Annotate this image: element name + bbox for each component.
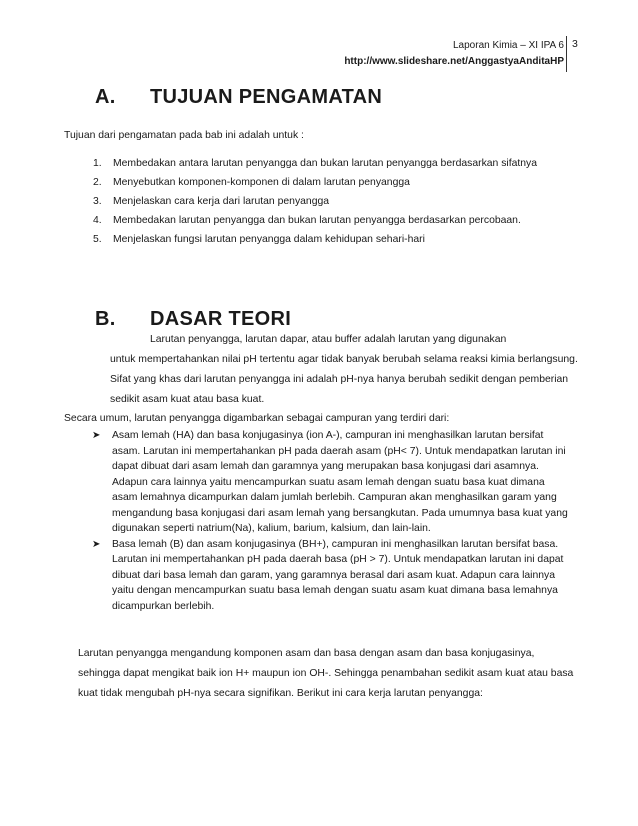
arrow-bullet-icon: ➤	[92, 538, 101, 550]
list-item: 1. Membedakan antara larutan penyangga dan bukan larutan penyangga berdasarkan sifatnya	[93, 158, 538, 169]
objectives-list	[78, 156, 578, 251]
buffer-intro: Secara umum, larutan penyangga digambarkan sebagai campuran yang terdiri dari:	[64, 413, 450, 424]
section-a-intro: Tujuan dari pengamatan pada bab ini adalah untuk :	[64, 130, 304, 141]
section-a-heading	[0, 86, 638, 114]
section-b-title: DASAR TEORI	[150, 308, 292, 330]
arrow-bullet-icon: ➤	[92, 430, 101, 441]
list-item: ➤ Asam lemah (HA) dan basa konjugasinya (ion A-), campuran ini menghasilkan larutan bersifat asam. Larutan ini mempertahankan pH pada daerah asam (pH< 7). Untuk mendapatkan larutan ini dapat dibuat dari asam lemah dan garamnya yang merupakan basa konjugasi dari asamnya. Adapun cara lainnya yaitu mencampurkan suatu asam lemah dengan suatu basa kuat dimana asam lemahnya dicampurkan dalam jumlah berlebih. Campuran akan menghasilkan garam yang mengandung basa konjugasi dari asam lemah yang bersangkutan. Pada umumnya basa kuat yang digunakan seperti natrium(Na), kalium, barium, kalsium, dan lain-lain.	[92, 430, 568, 534]
section-a-letter: A.	[95, 86, 116, 108]
list-item: 4. Membedakan larutan penyangga dan bukan larutan penyangga berdasarkan percobaan.	[93, 215, 521, 226]
list-item: 3. Menjelaskan cara kerja dari larutan penyangga	[93, 196, 330, 207]
header-title: Laporan Kimia – XI IPA 6	[453, 40, 564, 51]
list-item: 2. Menyebutkan komponen-komponen di dalam larutan penyangga	[93, 177, 410, 188]
list-item: ➤ Basa lemah (B) dan asam konjugasinya (BH+), campuran ini menghasilkan larutan bersifat basa. Larutan ini mempertahankan pH pada daerah basa (pH > 7). Untuk mendapatkan larutan ini dapat dibuat dari basa lemah dan garam, yang garamnya berasal dari asam kuat. Adapun cara lainnya yaitu dengan mencampurkan suatu basa lemah dengan suatu asam kuat dimana basa lemahnya dicampurkan berlebih.	[92, 538, 564, 612]
theory-paragraph-rest: untuk mempertahankan nilai pH tertentu agar tidak banyak berubah selama reaksi kimia berlangsung. Sifat yang khas dari larutan penyangga ini adalah pH-nya hanya berubah sedikit dengan pemberian sedikit asam kuat atau basa kuat.	[110, 354, 578, 405]
theory-paragraph	[110, 330, 580, 410]
section-a-title: TUJUAN PENGAMATAN	[150, 86, 383, 108]
header-url[interactable]: http://www.slideshare.net/AnggastyaAnditaHP	[344, 56, 564, 67]
buffer-types-list	[92, 428, 572, 614]
section-b-letter: B.	[95, 308, 116, 330]
header-block	[344, 38, 564, 70]
header-divider	[566, 36, 567, 72]
closing-paragraph: Larutan penyangga mengandung komponen asam dan basa dengan asam dan basa konjugasinya, sehingga dapat mengikat baik ion H+ maupun ion OH-. Sehingga penambahan sedikit asam kuat atau basa kuat tidak mengubah pH-nya secara signifikan. Berikut ini cara kerja larutan penyangga:	[78, 648, 574, 699]
list-item: 5. Menjelaskan fungsi larutan penyangga dalam kehidupan sehari-hari	[93, 234, 425, 245]
theory-paragraph-first-line: Larutan penyangga, larutan dapar, atau buffer adalah larutan yang digunakan	[150, 334, 507, 345]
page-number: 3	[572, 38, 578, 50]
